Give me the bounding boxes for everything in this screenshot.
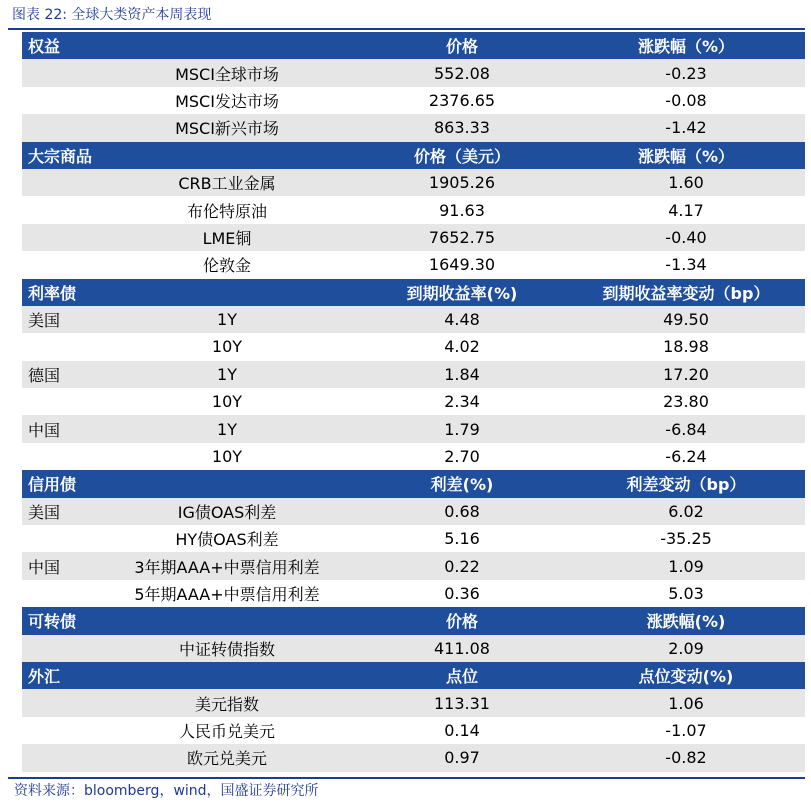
column-header: 利差(%) xyxy=(430,475,494,495)
region-cell: 中国 xyxy=(28,557,61,577)
item-cell: 1Y xyxy=(217,364,237,384)
table-row xyxy=(22,689,805,716)
table-row xyxy=(22,635,805,662)
column-header: 涨跌幅（%） xyxy=(637,146,735,166)
item-cell: 人民币兑美元 xyxy=(178,721,275,741)
item-cell: 10Y xyxy=(211,392,243,412)
source-note: 资料来源：bloomberg，wind，国盛证券研究所 xyxy=(14,783,319,799)
value-cell: 0.22 xyxy=(444,556,480,576)
table-row xyxy=(22,388,805,415)
section-title: 信用债 xyxy=(28,475,77,495)
column-header: 价格 xyxy=(445,37,478,57)
value-cell: 0.14 xyxy=(444,720,480,740)
value-cell: 0.36 xyxy=(444,584,480,603)
change-cell: 4.17 xyxy=(668,200,704,220)
change-cell: 6.02 xyxy=(668,501,704,521)
section-title: 大宗商品 xyxy=(28,146,93,166)
table-row xyxy=(22,361,805,388)
change-cell: 23.80 xyxy=(663,392,709,412)
table-row xyxy=(22,580,805,607)
region-cell: 美国 xyxy=(28,502,61,522)
section-title: 可转债 xyxy=(28,612,77,632)
change-cell: -35.25 xyxy=(660,529,712,549)
change-cell: -1.34 xyxy=(665,255,707,275)
column-header: 价格（美元） xyxy=(413,146,510,166)
column-header: 价格 xyxy=(445,612,478,632)
value-cell: 1905.26 xyxy=(428,173,496,193)
table-row xyxy=(22,744,805,771)
change-cell: 5.03 xyxy=(668,584,704,603)
section-header-row xyxy=(22,470,805,497)
table-row xyxy=(22,59,805,86)
change-cell: -6.84 xyxy=(665,419,707,439)
section-header-row xyxy=(22,662,805,689)
top-rule xyxy=(8,28,805,30)
region-cell: 德国 xyxy=(28,365,61,385)
section-header-row xyxy=(22,607,805,634)
change-cell: 1.06 xyxy=(668,693,704,713)
table-row xyxy=(22,251,805,278)
table-row xyxy=(22,224,805,251)
value-cell: 0.68 xyxy=(444,501,480,521)
column-header: 涨跌幅(%) xyxy=(646,612,726,632)
item-cell: 10Y xyxy=(211,337,243,357)
item-cell: 布伦特原油 xyxy=(186,201,267,221)
change-cell: -0.40 xyxy=(665,227,707,247)
section-header-row xyxy=(22,279,805,306)
item-cell: 美元指数 xyxy=(194,694,259,714)
item-cell: HY债OAS利差 xyxy=(175,530,279,550)
value-cell: 2376.65 xyxy=(428,90,496,110)
table-row xyxy=(22,552,805,579)
item-cell: MSCI发达市场 xyxy=(175,91,279,111)
bottom-rule xyxy=(8,777,805,779)
section-title: 利率债 xyxy=(28,283,77,303)
section-title: 权益 xyxy=(28,37,61,57)
table-row xyxy=(22,169,805,196)
item-cell: 1Y xyxy=(217,419,237,439)
table-row xyxy=(22,114,805,141)
change-cell: -1.07 xyxy=(665,720,707,740)
item-cell: 10Y xyxy=(211,447,243,467)
item-cell: 欧元兑美元 xyxy=(186,749,267,769)
section-header-row xyxy=(22,142,805,169)
table-row xyxy=(22,498,805,525)
figure-caption: 图表 22: 全球大类资产本周表现 xyxy=(12,7,212,23)
value-cell: 113.31 xyxy=(434,693,490,713)
value-cell: 7652.75 xyxy=(428,227,496,247)
item-cell: LME铜 xyxy=(202,228,252,248)
value-cell: 863.33 xyxy=(434,118,490,138)
value-cell: 2.70 xyxy=(444,447,480,467)
column-header: 点位 xyxy=(445,667,478,687)
table-row xyxy=(22,525,805,552)
column-header: 到期收益率(%) xyxy=(406,283,518,303)
table-row xyxy=(22,415,805,442)
change-cell: 2.09 xyxy=(668,638,704,658)
value-cell: 4.48 xyxy=(444,310,480,330)
value-cell: 0.97 xyxy=(444,748,480,768)
table-row xyxy=(22,443,805,470)
change-cell: -6.24 xyxy=(665,447,707,467)
value-cell: 91.63 xyxy=(439,200,485,220)
item-cell: MSCI新兴市场 xyxy=(175,119,279,139)
section-title: 外汇 xyxy=(28,667,61,687)
item-cell: 中证转债指数 xyxy=(178,639,275,659)
table-row xyxy=(22,306,805,333)
item-cell: 5年期AAA+中票信用利差 xyxy=(134,585,320,604)
table-row xyxy=(22,87,805,114)
value-cell: 1.84 xyxy=(444,364,480,384)
value-cell: 5.16 xyxy=(444,529,480,549)
change-cell: 1.09 xyxy=(668,556,704,576)
value-cell: 1649.30 xyxy=(428,255,496,275)
change-cell: 18.98 xyxy=(663,337,709,357)
item-cell: 伦敦金 xyxy=(202,256,251,276)
table-row xyxy=(22,196,805,223)
value-cell: 4.02 xyxy=(444,337,480,357)
column-header: 利差变动（bp） xyxy=(626,475,746,495)
section-header-row xyxy=(22,32,805,59)
change-cell: 17.20 xyxy=(663,364,709,384)
value-cell: 2.34 xyxy=(444,392,480,412)
table-row xyxy=(22,333,805,360)
region-cell: 中国 xyxy=(28,420,61,440)
change-cell: -1.42 xyxy=(665,118,707,138)
item-cell: CRB工业金属 xyxy=(178,174,276,194)
change-cell: -0.82 xyxy=(665,748,707,768)
value-cell: 1.79 xyxy=(444,419,480,439)
change-cell: 49.50 xyxy=(663,310,709,330)
item-cell: MSCI全球市场 xyxy=(175,64,279,84)
value-cell: 552.08 xyxy=(434,63,490,83)
region-cell: 美国 xyxy=(28,311,61,331)
change-cell: 1.60 xyxy=(668,173,704,193)
column-header: 点位变动(%) xyxy=(638,667,734,687)
item-cell: 1Y xyxy=(217,310,237,330)
change-cell: -0.08 xyxy=(665,90,707,110)
column-header: 到期收益率变动（bp） xyxy=(602,283,770,303)
value-cell: 411.08 xyxy=(434,638,490,658)
change-cell: -0.23 xyxy=(665,63,707,83)
item-cell: 3年期AAA+中票信用利差 xyxy=(134,557,320,577)
table-row xyxy=(22,717,805,744)
column-header: 涨跌幅（%） xyxy=(637,37,735,57)
item-cell: IG债OAS利差 xyxy=(177,502,277,522)
asset-performance-table xyxy=(22,32,805,772)
